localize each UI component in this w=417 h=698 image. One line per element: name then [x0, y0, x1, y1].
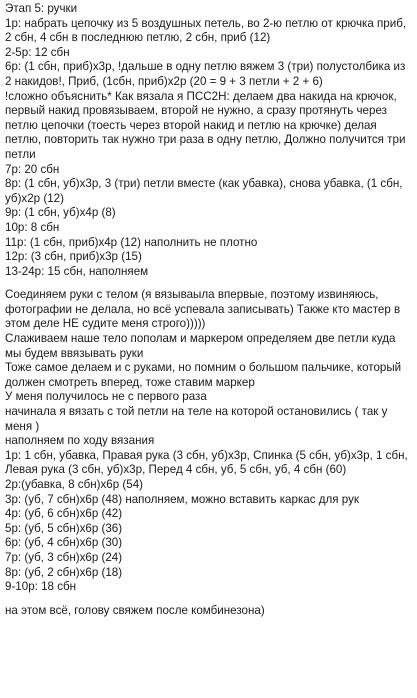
row-1: 1р: набрать цепочку из 5 воздушных петель, во 2-ю петлю от крючка приб, 2 сбн, 4 сбн в последнюю петлю, 2 сбн, приб (12)	[5, 16, 407, 45]
body-row-6: 6р: (уб, 4 сбн)х6р (30)	[5, 536, 123, 550]
body-row-1: 1р: 1 сбн, убавка, Правая рука (3 сбн, уб)х3р, Спинка (5 сбн, уб)х3р, 1 сбн, Левая рука (3 сбн, уб)х3р, Перед 4 сбн, уб, 5 сбн, уб, 4 сбн (60)	[5, 448, 408, 477]
row-11: 11р: (1 сбн, приб)х4р (12) наполнить не плотно	[5, 235, 258, 249]
rows-13-24: 13-24р: 15 сбн, наполняем	[5, 264, 149, 278]
hands-paragraph: Тоже самое делаем и с руками, но помним о большом пальчике, который должен смотреть вперед, тоже ставим маркер	[5, 361, 402, 389]
body-row-5: 5р: (уб, 5 сбн)х6р (36)	[5, 521, 123, 535]
row-12: 12р: (3 сбн, приб)х3р (15)	[5, 250, 142, 264]
row-9: 9р: (1 сбн, уб)х4р (8)	[5, 206, 116, 220]
fill-as-line: наполняем по ходу вязания	[5, 434, 155, 448]
fold-paragraph: Слаживаем наше тело пополам и маркером определяем две петли куда мы будем ввязывать руки	[5, 332, 396, 360]
spacer	[5, 279, 413, 288]
body-row-2: 2р:(убавка, 8 сбн)х6р (54)	[5, 478, 144, 491]
body-rows-9-10: 9-10р: 18 сбн	[5, 580, 77, 594]
ending-line: на этом всё, голову свяжем после комбинезона)	[5, 603, 265, 617]
body-row-3: 3р: (уб, 7 сбн)х6р (48) наполняем, можно вставить каркас для рук	[5, 492, 359, 506]
body-row-8: 8р: (уб, 2 сбн)х6р (18)	[5, 565, 123, 579]
first-try-line: У меня получилось не с первого раза	[5, 390, 207, 404]
pattern-text	[5, 2, 413, 618]
row-8: 8р: (1 сбн, уб)х3р, 3 (три) петли вместе (как убавка), снова убавка, (1 сбн, уб)х2р (12)	[5, 177, 403, 205]
stage-title: Этап 5: ручки	[5, 2, 78, 15]
row-7: 7р: 20 сбн	[5, 162, 60, 176]
row-6: 6р: (1 сбн, приб)х3р, !дальше в одну петлю вяжем 3 (три) полустолбика из 2 накидов!, Приб, (1сбн, приб)х2р (20 = 9 + 3 петли + 2 + 6)	[5, 60, 406, 88]
body-row-7: 7р: (уб, 3 сбн)х6р (24)	[5, 550, 123, 564]
body-row-4: 4р: (уб, 6 сбн)х6р (42)	[5, 507, 123, 521]
spacer	[5, 595, 413, 604]
join-paragraph: Соединяем руки с телом (я вязываыла впервые, поэтому извиняюсь, фотографии не делала, но всё успевала записывать) Также кто мастер в этом деле НЕ судите меня строго)))))	[5, 288, 401, 331]
rows-2-5: 2-5р: 12 сбн	[5, 45, 70, 59]
start-paragraph: начинала я вязать с той петли на теле на которой остановились ( так у меня )	[5, 405, 388, 433]
explanation: !сложно объяснить* Как вязала я ПСС2Н: делаем два накида на крючок, первый накид провязываем, второй не нужно, а сразу протянуть через петлю цепочки (тоесть через второй накид и петлю на крючке) делая петлю, повторить так нужно три раза в одну петлю, Должно получится три петли	[5, 89, 406, 161]
row-10: 10р: 8 сбн	[5, 220, 60, 234]
